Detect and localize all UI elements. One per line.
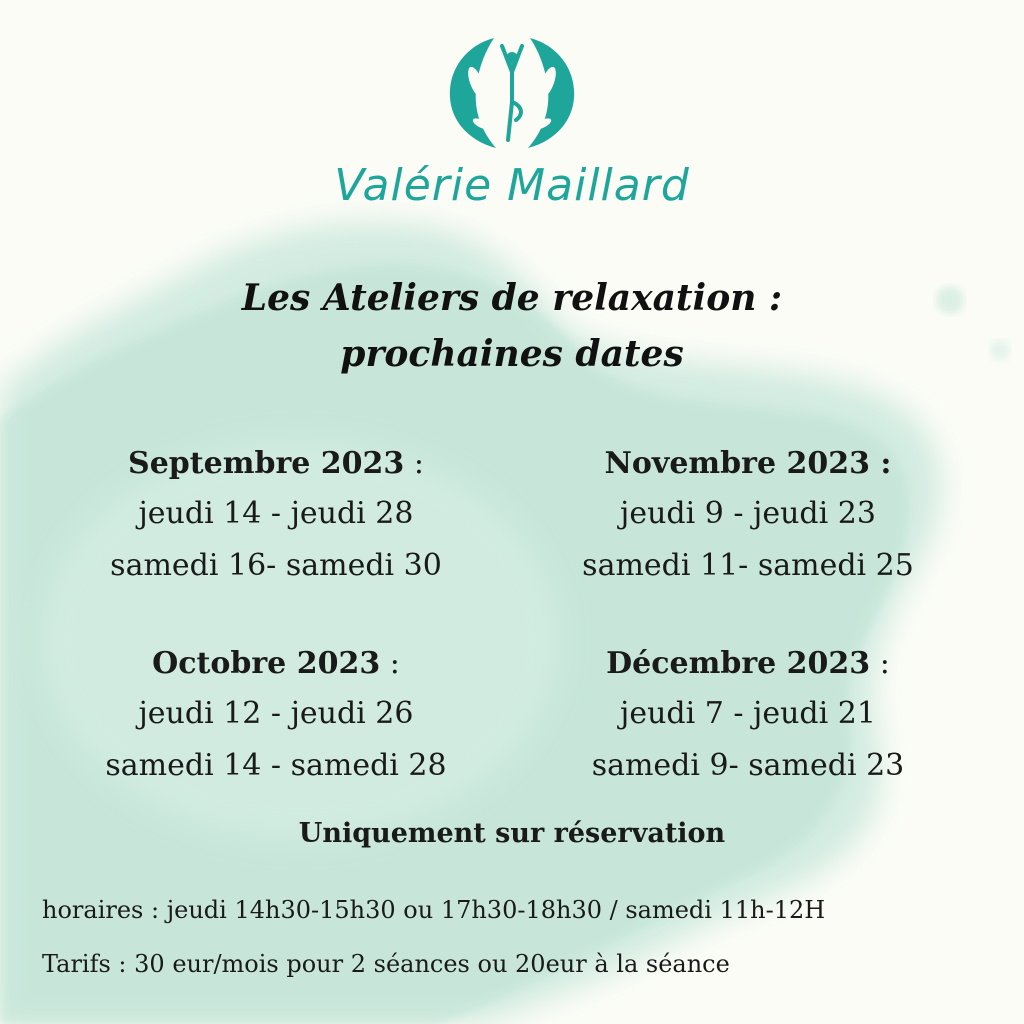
yoga-tree-pose-icon: [442, 32, 582, 150]
month-heading: [528, 440, 968, 488]
month-block-september: [56, 440, 496, 592]
month-block-november: [528, 440, 968, 592]
thursday-dates: jeudi 14 - jeudi 28: [138, 496, 414, 531]
month-block-october: [56, 640, 496, 792]
title-line-1: Les Ateliers de relaxation :: [241, 277, 783, 319]
title-line-2: prochaines dates: [340, 333, 684, 375]
thursday-dates: jeudi 12 - jeudi 26: [138, 696, 414, 731]
month-name: Décembre 2023: [606, 646, 871, 681]
month-block-december: [528, 640, 968, 792]
saturday-dates: samedi 11- samedi 25: [582, 548, 914, 583]
brand-name: Valérie Maillard: [334, 160, 690, 211]
month-colon: :: [870, 646, 890, 681]
month-name: Novembre 2023: [604, 446, 870, 481]
thursday-dates: jeudi 9 - jeudi 23: [620, 496, 876, 531]
month-heading: [56, 440, 496, 488]
page-title: [0, 270, 1024, 382]
thursday-dates: jeudi 7 - jeudi 21: [620, 696, 876, 731]
prices-text: Tarifs : 30 eur/mois pour 2 séances ou 20eur à la séance: [42, 950, 730, 978]
month-heading: [56, 640, 496, 688]
month-name: Septembre 2023: [128, 446, 405, 481]
saturday-dates: samedi 9- samedi 23: [591, 748, 905, 783]
month-colon: :: [404, 446, 424, 481]
saturday-dates: samedi 16- samedi 30: [110, 548, 442, 583]
reservation-note: Uniquement sur réservation: [298, 818, 726, 849]
month-heading: [528, 640, 968, 688]
schedule-text: horaires : jeudi 14h30-15h30 ou 17h30-18h30 / samedi 11h-12H: [42, 896, 826, 924]
month-colon: :: [380, 646, 400, 681]
month-colon: :: [869, 446, 892, 481]
saturday-dates: samedi 14 - samedi 28: [105, 748, 447, 783]
month-name: Octobre 2023: [152, 646, 381, 681]
